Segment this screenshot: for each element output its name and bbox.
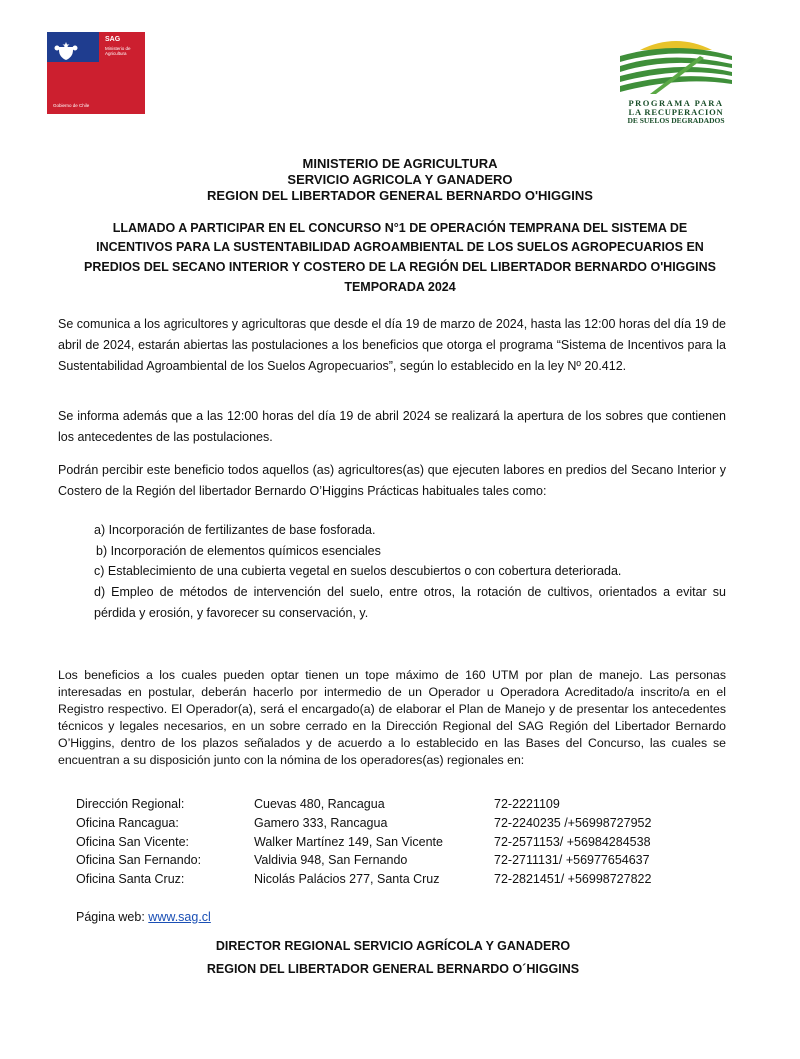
sag-logo — [47, 32, 145, 114]
office-address: Nicolás Palácios 277, Santa Cruz — [254, 872, 440, 886]
programa-line1: PROGRAMA PARA — [628, 98, 724, 108]
office-row — [76, 872, 716, 891]
web-link[interactable]: www.sag.cl — [148, 910, 211, 924]
header-region: REGION DEL LIBERTADOR GENERAL BERNARDO O'HIGGINS — [207, 188, 593, 203]
list-item: d) Empleo de métodos de intervención del suelo, entre otros, la rotación de cultivos, orientados a evitar su pérdida y erosión, y favorecer su conservación, y. — [94, 585, 726, 620]
signature-region: REGION DEL LIBERTADOR GENERAL BERNARDO O´HIGGINS — [206, 962, 580, 976]
web-line — [76, 910, 211, 924]
programa-line3: DE SUELOS DEGRADADOS — [627, 116, 725, 125]
office-address: Cuevas 480, Rancagua — [254, 797, 385, 811]
office-phone: 72-2821451/ +56998727822 — [494, 872, 652, 886]
office-phone: 72-2571153/ +56984284538 — [494, 835, 651, 849]
office-phone: 72-2221109 — [494, 797, 560, 811]
title-line3: PREDIOS DEL SECANO INTERIOR Y COSTERO DE LA REGIÓN DEL LIBERTADOR BERNARDO O'HIGGINS — [84, 260, 716, 274]
office-name: Dirección Regional: — [76, 797, 185, 811]
sag-ministry-line1: Ministerio de — [105, 46, 131, 51]
header-ministry: MINISTERIO DE AGRICULTURA — [302, 156, 498, 171]
office-name: Oficina Santa Cruz: — [76, 872, 185, 886]
office-phone: 72-2240235 /+56998727952 — [494, 816, 652, 830]
programa-logo — [620, 36, 732, 128]
office-row — [76, 853, 716, 872]
list-item: b) Incorporación de elementos químicos esenciales — [96, 544, 381, 558]
office-row — [76, 816, 716, 835]
office-row — [76, 835, 716, 854]
title-line4: TEMPORADA 2024 — [344, 280, 456, 294]
chile-coat-of-arms-icon — [53, 36, 79, 62]
office-address: Valdivia 948, San Fernando — [254, 853, 408, 867]
header-service: SERVICIO AGRICOLA Y GANADERO — [287, 172, 513, 187]
web-label: Página web: — [76, 910, 145, 924]
paragraph-beneficiarios: Podrán percibir este beneficio todos aquellos (as) agricultores(as) que ejecuten labores en predios del Secano Interior y Costero de la Región del libertador Bernardo O’Higgins Prácticas habituales tales como: — [58, 463, 726, 498]
list-item: c) Establecimiento de una cubierta vegetal en suelos descubiertos o con cobertura deteriorada. — [94, 564, 622, 578]
paragraph-beneficios: Los beneficios a los cuales pueden optar tienen un tope máximo de 160 UTM por plan de manejo. Las personas interesadas en postular, deberán hacerlo por intermedio de un Operador u Operadora Acreditado/a inscrito/a en el Registro respectivo. El Operador(a), será el encargado(a) de elaborar el Plan de Manejo y de presentar los antecedentes técnicos y legales necesarios, en un sobre cerrado en la Dirección Regional del SAG Región del Libertador Bernardo O’Higgins, dentro de los plazos señalados y de acuerdo a lo establecido en las Bases del Concurso, las cuales se encuentran a su disposición junto con la nómina de los operadores(as) regionales en: — [58, 668, 726, 767]
title-line2: INCENTIVOS PARA LA SUSTENTABILIDAD AGROAMBIENTAL DE LOS SUELOS AGROPECUARIOS EN — [96, 240, 704, 254]
sag-brand: SAG — [105, 36, 121, 43]
paragraph-convocatoria: Se comunica a los agricultores y agricultoras que desde el día 19 de marzo de 2024, hasta las 12:00 horas del día 19 de abril de 2024, estarán abiertas las postulaciones a los beneficios que otorga el programa “Sistema de Incentivos para la Sustentabilidad Agroambiental de los Suelos Agropecuarios”, según lo establecido en la ley Nº 20.412. — [58, 317, 726, 373]
fields-sun-icon — [620, 36, 732, 94]
sag-ministry-line2: Agricultura — [105, 51, 127, 56]
office-address: Gamero 333, Rancagua — [254, 816, 388, 830]
paragraph-apertura: Se informa además que a las 12:00 horas del día 19 de abril 2024 se realizará la apertura de los sobres que contienen los antecedentes de las postulaciones. — [58, 409, 726, 444]
office-name: Oficina San Fernando: — [76, 853, 202, 867]
office-row — [76, 797, 716, 816]
title-line1: LLAMADO A PARTICIPAR EN EL CONCURSO N°1 DE OPERACIÓN TEMPRANA DEL SISTEMA DE — [112, 221, 688, 235]
programa-line2: LA RECUPERACION — [628, 107, 724, 117]
office-phone: 72-2711131/ +56977654637 — [494, 853, 650, 867]
signature-title: DIRECTOR REGIONAL SERVICIO AGRÍCOLA Y GANADERO — [215, 939, 571, 953]
office-name: Oficina San Vicente: — [76, 835, 190, 849]
office-address: Walker Martínez 149, San Vicente — [254, 835, 443, 849]
list-item: a) Incorporación de fertilizantes de base fosforada. — [94, 523, 376, 537]
sag-gobierno: Gobierno de Chile — [53, 103, 90, 108]
office-name: Oficina Rancagua: — [76, 816, 179, 830]
